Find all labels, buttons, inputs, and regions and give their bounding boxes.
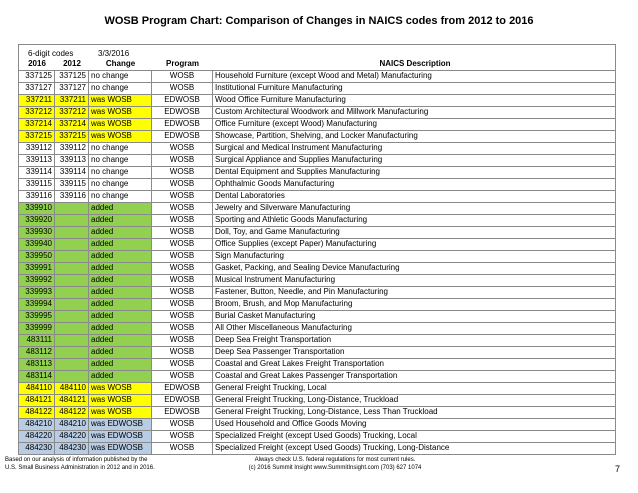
table-row [19,431,615,443]
cell-description: Institutional Furniture Manufacturing [215,83,343,92]
table-row [19,287,615,299]
cell-description: Office Furniture (except Wood) Manufacturing [215,119,377,128]
table-row [19,359,615,371]
cell-description: Coastal and Great Lakes Freight Transportation [215,359,384,368]
table-row [19,263,615,275]
cell-description: General Freight Trucking, Long-Distance, Truckload [215,395,399,404]
cell-description: Ophthalmic Goods Manufacturing [215,179,335,188]
cell-code-2016: 483114 [19,371,55,382]
cell-code-2012: 337211 [55,95,89,106]
table-row [19,107,615,119]
cell-program: WOSB [152,71,213,82]
cell-change: added [89,275,152,286]
col-2012-header: 2012 [63,59,81,68]
cell-code-2016: 337215 [19,131,55,142]
table-row [19,419,615,431]
cell-change: no change [89,143,152,154]
column-header-row [19,59,615,71]
cell-description: Wood Office Furniture Manufacturing [215,95,346,104]
cell-change: added [89,203,152,214]
table-row [19,443,615,454]
cell-description: Showcase, Partition, Shelving, and Locker Manufacturing [215,131,418,140]
cell-program: WOSB [152,215,213,226]
cell-description: Specialized Freight (except Used Goods) Trucking, Long-Distance [215,443,450,452]
cell-code-2016: 339991 [19,263,55,274]
cell-code-2012: 484121 [55,395,89,406]
cell-program: WOSB [152,143,213,154]
cell-change: added [89,311,152,322]
cell-code-2016: 337125 [19,71,55,82]
cell-program: WOSB [152,311,213,322]
cell-code-2016: 339114 [19,167,55,178]
cell-description: Gasket, Packing, and Sealing Device Manufacturing [215,263,400,272]
table-row [19,71,615,83]
table-row [19,323,615,335]
cell-program: WOSB [152,167,213,178]
table-row [19,239,615,251]
cell-description: Custom Architectural Woodwork and Millwork Manufacturing [215,107,429,116]
footer-right-line1: Always check U.S. federal regulations for most current rules. [254,457,416,463]
cell-program: EDWOSB [152,95,213,106]
table-row [19,347,615,359]
table-row [19,215,615,227]
footer-right [230,456,440,472]
cell-code-2012 [55,275,89,286]
cell-change: added [89,299,152,310]
date-label: 3/3/2016 [98,49,130,58]
cell-program: WOSB [152,83,213,94]
cell-change: added [89,347,152,358]
cell-code-2012: 339116 [55,191,89,202]
col-change-header: Change [105,59,136,68]
cell-change: added [89,251,152,262]
cell-code-2016: 484230 [19,443,55,454]
footer-left-line2: U.S. Small Business Administration in 2012 and in 2016. [5,465,155,471]
cell-code-2016: 337211 [19,95,55,106]
cell-program: WOSB [152,251,213,262]
cell-change: was WOSB [89,383,152,394]
cell-program: WOSB [152,275,213,286]
cell-change: was WOSB [89,407,152,418]
cell-program: EDWOSB [152,395,213,406]
cell-code-2012 [55,251,89,262]
cell-code-2016: 483111 [19,335,55,346]
cell-code-2012 [55,287,89,298]
cell-code-2012 [55,239,89,250]
cell-change: was WOSB [89,131,152,142]
cell-program: WOSB [152,203,213,214]
cell-change: added [89,335,152,346]
cell-change: added [89,359,152,370]
cell-code-2016: 339999 [19,323,55,334]
cell-change: added [89,371,152,382]
cell-program: EDWOSB [152,119,213,130]
cell-code-2016: 483113 [19,359,55,370]
cell-program: EDWOSB [152,407,213,418]
cell-code-2012 [55,323,89,334]
cell-program: WOSB [152,335,213,346]
table-row [19,119,615,131]
cell-code-2012: 484110 [55,383,89,394]
cell-code-2016: 339993 [19,287,55,298]
cell-program: WOSB [152,155,213,166]
cell-code-2012: 337215 [55,131,89,142]
cell-change: was WOSB [89,95,152,106]
cell-description: Musical Instrument Manufacturing [215,275,336,284]
cell-code-2016: 339116 [19,191,55,202]
cell-program: WOSB [152,443,213,454]
cell-code-2012 [55,371,89,382]
cell-program: WOSB [152,431,213,442]
cell-program: WOSB [152,359,213,370]
table-row [19,407,615,419]
cell-program: WOSB [152,287,213,298]
cell-description: Broom, Brush, and Mop Manufacturing [215,299,353,308]
cell-description: Dental Laboratories [215,191,285,200]
cell-code-2016: 484210 [19,419,55,430]
cell-program: WOSB [152,299,213,310]
table-row [19,371,615,383]
cell-code-2012: 339114 [55,167,89,178]
six-digit-codes-label: 6-digit codes [28,49,74,58]
cell-change: was WOSB [89,107,152,118]
cell-description: Burial Casket Manufacturing [215,311,316,320]
cell-code-2012: 339112 [55,143,89,154]
cell-code-2016: 339930 [19,227,55,238]
cell-program: WOSB [152,179,213,190]
cell-change: no change [89,83,152,94]
cell-code-2012: 484220 [55,431,89,442]
naics-table [18,44,616,455]
cell-change: was EDWOSB [89,431,152,442]
cell-change: was EDWOSB [89,419,152,430]
table-row [19,299,615,311]
col-program-header: Program [166,59,199,68]
table-row [19,251,615,263]
cell-code-2012 [55,215,89,226]
cell-code-2012: 337214 [55,119,89,130]
cell-description: Household Furniture (except Wood and Metal) Manufacturing [215,71,432,80]
cell-code-2016: 339115 [19,179,55,190]
cell-code-2012: 484122 [55,407,89,418]
table-row [19,203,615,215]
cell-description: General Freight Trucking, Long-Distance, Less Than Truckload [215,407,438,416]
table-row [19,395,615,407]
cell-code-2016: 339940 [19,239,55,250]
cell-code-2016: 339910 [19,203,55,214]
cell-code-2012: 337212 [55,107,89,118]
cell-code-2012: 337127 [55,83,89,94]
table-row [19,383,615,395]
cell-program: WOSB [152,419,213,430]
cell-change: added [89,287,152,298]
cell-code-2012 [55,299,89,310]
table-row [19,83,615,95]
cell-change: added [89,263,152,274]
table-row [19,227,615,239]
cell-code-2012 [55,311,89,322]
page-title: WOSB Program Chart: Comparison of Changes in NAICS codes from 2012 to 2016 [104,15,534,27]
cell-description: Coastal and Great Lakes Passenger Transportation [215,371,398,380]
cell-description: Deep Sea Passenger Transportation [215,347,345,356]
cell-program: WOSB [152,347,213,358]
footer-right-line2: (c) 2016 Summit Insight www.SummitInsight.com (703) 627 1074 [248,465,422,471]
header-top-row [19,45,615,59]
cell-code-2016: 339950 [19,251,55,262]
cell-program: EDWOSB [152,107,213,118]
cell-description: Specialized Freight (except Used Goods) Trucking, Local [215,431,417,440]
cell-code-2012: 484210 [55,419,89,430]
cell-description: Surgical and Medical Instrument Manufacturing [215,143,383,152]
cell-description: Sign Manufacturing [215,251,284,260]
table-row [19,191,615,203]
cell-code-2016: 339112 [19,143,55,154]
cell-code-2012: 339115 [55,179,89,190]
cell-code-2016: 337214 [19,119,55,130]
cell-code-2012: 484230 [55,443,89,454]
table-row [19,275,615,287]
cell-description: Deep Sea Freight Transportation [215,335,332,344]
cell-program: WOSB [152,263,213,274]
cell-code-2012 [55,335,89,346]
cell-program: WOSB [152,323,213,334]
cell-description: Doll, Toy, and Game Manufacturing [215,227,340,236]
table-row [19,155,615,167]
cell-description: Fastener, Button, Needle, and Pin Manufacturing [215,287,388,296]
cell-code-2016: 339920 [19,215,55,226]
cell-description: Surgical Appliance and Supplies Manufacturing [215,155,383,164]
cell-program: WOSB [152,227,213,238]
table-row [19,335,615,347]
cell-program: WOSB [152,239,213,250]
cell-code-2016: 484121 [19,395,55,406]
cell-program: WOSB [152,191,213,202]
cell-change: was EDWOSB [89,443,152,454]
cell-code-2012: 339113 [55,155,89,166]
footer-left-line1: Based on our analysis of information published by the [5,457,148,463]
footer-left [5,456,155,472]
cell-change: no change [89,71,152,82]
cell-code-2016: 484220 [19,431,55,442]
cell-change: added [89,239,152,250]
table-row [19,179,615,191]
cell-program: EDWOSB [152,131,213,142]
cell-change: no change [89,179,152,190]
cell-code-2012 [55,359,89,370]
cell-change: no change [89,167,152,178]
cell-description: Jewelry and Silverware Manufacturing [215,203,351,212]
col-2016-header: 2016 [28,59,46,68]
cell-code-2016: 339992 [19,275,55,286]
cell-code-2012 [55,347,89,358]
table-row [19,167,615,179]
cell-description: Dental Equipment and Supplies Manufacturing [215,167,380,176]
cell-change: added [89,323,152,334]
cell-change: no change [89,155,152,166]
cell-code-2016: 339994 [19,299,55,310]
cell-change: no change [89,191,152,202]
table-body [19,71,615,454]
cell-code-2012 [55,203,89,214]
cell-code-2016: 484110 [19,383,55,394]
table-row [19,143,615,155]
cell-change: added [89,215,152,226]
table-row [19,311,615,323]
cell-description: Sporting and Athletic Goods Manufacturing [215,215,368,224]
cell-code-2016: 339113 [19,155,55,166]
cell-description: Used Household and Office Goods Moving [215,419,367,428]
cell-change: was WOSB [89,395,152,406]
table-row [19,95,615,107]
cell-change: added [89,227,152,238]
cell-description: All Other Miscellaneous Manufacturing [215,323,352,332]
cell-code-2012 [55,227,89,238]
cell-change: was WOSB [89,119,152,130]
page-number: 7 [614,464,620,474]
cell-program: EDWOSB [152,383,213,394]
col-desc-header: NAICS Description [379,59,451,68]
cell-description: Office Supplies (except Paper) Manufacturing [215,239,377,248]
cell-code-2016: 337212 [19,107,55,118]
cell-code-2016: 483112 [19,347,55,358]
table-row [19,131,615,143]
cell-program: WOSB [152,371,213,382]
cell-code-2016: 339995 [19,311,55,322]
cell-code-2016: 337127 [19,83,55,94]
cell-code-2016: 484122 [19,407,55,418]
cell-code-2012 [55,263,89,274]
cell-code-2012: 337125 [55,71,89,82]
cell-description: General Freight Trucking, Local [215,383,327,392]
